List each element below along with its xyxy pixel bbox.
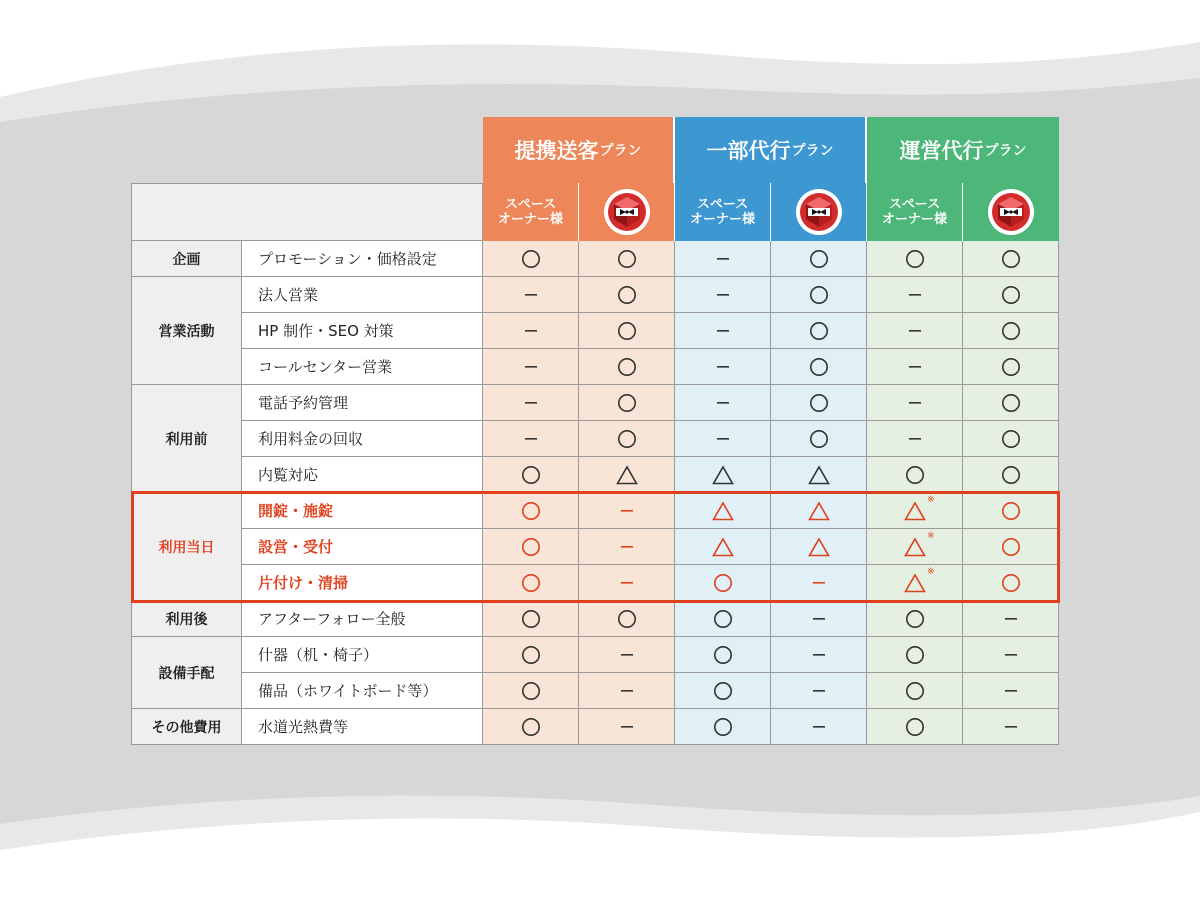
mark-cell — [771, 313, 867, 349]
category-cell: 企画 — [131, 241, 242, 277]
task-cell: 電話予約管理 — [242, 385, 483, 421]
mark-cell — [675, 601, 771, 637]
mark-cell — [771, 493, 867, 529]
dash-mark — [525, 329, 537, 333]
dash-mark — [1005, 617, 1017, 621]
dash-mark — [813, 653, 825, 657]
dash-mark — [1005, 689, 1017, 693]
triangle-mark — [808, 465, 830, 485]
dash-mark — [717, 365, 729, 369]
footnote-mark: ※ — [926, 566, 935, 577]
circle-mark — [521, 573, 541, 593]
mark-cell — [483, 457, 579, 493]
mark-cell — [579, 241, 675, 277]
mark-cell — [963, 565, 1059, 601]
dash-mark — [717, 293, 729, 297]
task-cell: 開錠・施錠 — [242, 493, 483, 529]
mark-cell — [963, 529, 1059, 565]
mark-cell — [867, 529, 963, 565]
mark-cell — [675, 277, 771, 313]
mark-cell — [771, 637, 867, 673]
circle-mark — [905, 645, 925, 665]
circle-mark — [713, 645, 733, 665]
task-cell: 利用料金の回収 — [242, 421, 483, 457]
mark-cell — [483, 673, 579, 709]
mark-cell — [963, 241, 1059, 277]
mark-cell — [675, 673, 771, 709]
circle-mark — [1001, 285, 1021, 305]
circle-mark — [1001, 357, 1021, 377]
dash-mark — [621, 725, 633, 729]
circle-mark — [1001, 573, 1021, 593]
triangle-mark — [712, 501, 734, 521]
owner-label-line1: スペース — [696, 197, 749, 212]
circle-mark — [521, 537, 541, 557]
owner-label-line1: スペース — [888, 197, 941, 212]
mark-cell — [867, 241, 963, 277]
mark-cell — [867, 673, 963, 709]
circle-mark — [905, 465, 925, 485]
mark-cell — [963, 637, 1059, 673]
dash-mark — [1005, 653, 1017, 657]
triangle-mark — [712, 537, 734, 557]
mascot-icon — [795, 188, 843, 236]
mark-cell — [579, 313, 675, 349]
owner-label-line2: オーナー様 — [497, 212, 563, 227]
mascot-icon — [603, 188, 651, 236]
circle-mark — [521, 501, 541, 521]
plan-suffix: プラン — [599, 143, 642, 159]
mark-cell — [579, 709, 675, 745]
circle-mark — [1001, 321, 1021, 341]
mark-cell — [867, 565, 963, 601]
dash-mark — [717, 257, 729, 261]
mark-cell — [771, 457, 867, 493]
circle-mark — [1001, 393, 1021, 413]
space-owner-subheader — [483, 183, 579, 241]
mark-cell — [771, 673, 867, 709]
mark-cell — [579, 601, 675, 637]
category-cell: 営業活動 — [131, 277, 242, 385]
mark-cell — [579, 673, 675, 709]
plan-name: 運営代行 — [899, 139, 984, 163]
mark-cell — [675, 241, 771, 277]
dash-mark — [909, 401, 921, 405]
plan-suffix: プラン — [984, 143, 1027, 159]
circle-mark — [905, 717, 925, 737]
mark-cell — [483, 277, 579, 313]
mark-cell — [867, 313, 963, 349]
mark-cell — [579, 385, 675, 421]
circle-mark — [1001, 465, 1021, 485]
mark-cell — [771, 529, 867, 565]
task-cell: 備品（ホワイトボード等） — [242, 673, 483, 709]
plan-name: 提携送客 — [514, 139, 599, 163]
circle-mark — [905, 249, 925, 269]
dash-mark — [717, 437, 729, 441]
mark-cell — [771, 601, 867, 637]
mark-cell — [867, 277, 963, 313]
mark-cell — [771, 565, 867, 601]
mark-cell — [483, 637, 579, 673]
table-corner-cell — [131, 183, 483, 241]
circle-mark — [809, 357, 829, 377]
circle-mark — [1001, 537, 1021, 557]
circle-mark — [809, 285, 829, 305]
circle-mark — [905, 681, 925, 701]
plan-header — [483, 117, 675, 183]
mark-cell — [867, 493, 963, 529]
mark-cell — [579, 457, 675, 493]
category-cell: 利用前 — [131, 385, 242, 493]
mark-cell — [675, 313, 771, 349]
mark-cell — [579, 493, 675, 529]
circle-mark — [521, 717, 541, 737]
mark-cell — [579, 349, 675, 385]
mark-cell — [963, 457, 1059, 493]
category-cell: その他費用 — [131, 709, 242, 745]
mark-cell — [483, 241, 579, 277]
mark-cell — [771, 709, 867, 745]
company-subheader — [771, 183, 867, 241]
dash-mark — [909, 329, 921, 333]
circle-mark — [521, 645, 541, 665]
plan-suffix: プラン — [791, 143, 834, 159]
mark-cell — [771, 349, 867, 385]
dash-mark — [525, 401, 537, 405]
circle-mark — [713, 681, 733, 701]
mark-cell — [675, 457, 771, 493]
triangle-mark — [616, 465, 638, 485]
circle-mark — [809, 249, 829, 269]
dash-mark — [813, 617, 825, 621]
mark-cell — [963, 493, 1059, 529]
triangle-mark — [808, 501, 830, 521]
triangle-mark — [904, 566, 935, 593]
category-cell: 利用当日 — [131, 493, 242, 601]
mark-cell — [675, 349, 771, 385]
plan-header — [675, 117, 867, 183]
task-cell: 法人営業 — [242, 277, 483, 313]
circle-mark — [809, 321, 829, 341]
mark-cell — [771, 385, 867, 421]
dash-mark — [813, 725, 825, 729]
owner-label-line2: オーナー様 — [881, 212, 947, 227]
plan-comparison-table — [131, 117, 1059, 745]
mascot-icon — [987, 188, 1035, 236]
mark-cell — [579, 421, 675, 457]
mark-cell — [963, 601, 1059, 637]
mark-cell — [675, 565, 771, 601]
mark-cell — [483, 385, 579, 421]
dash-mark — [909, 293, 921, 297]
mark-cell — [963, 385, 1059, 421]
circle-mark — [713, 717, 733, 737]
category-cell: 設備手配 — [131, 637, 242, 709]
dash-mark — [813, 689, 825, 693]
mark-cell — [483, 493, 579, 529]
circle-mark — [809, 393, 829, 413]
task-cell: HP 制作・SEO 対策 — [242, 313, 483, 349]
dash-mark — [909, 437, 921, 441]
mark-cell — [675, 529, 771, 565]
mark-cell — [963, 313, 1059, 349]
circle-mark — [521, 249, 541, 269]
dash-mark — [813, 581, 825, 585]
dash-mark — [717, 401, 729, 405]
dash-mark — [525, 437, 537, 441]
task-cell: 内覧対応 — [242, 457, 483, 493]
circle-mark — [809, 429, 829, 449]
mark-cell — [963, 277, 1059, 313]
owner-label-line2: オーナー様 — [689, 212, 755, 227]
dash-mark — [525, 293, 537, 297]
circle-mark — [617, 393, 637, 413]
mark-cell — [963, 349, 1059, 385]
circle-mark — [1001, 501, 1021, 521]
space-owner-subheader — [867, 183, 963, 241]
task-cell: 水道光熱費等 — [242, 709, 483, 745]
mark-cell — [771, 241, 867, 277]
task-cell: 什器（机・椅子） — [242, 637, 483, 673]
dash-mark — [621, 545, 633, 549]
circle-mark — [521, 465, 541, 485]
circle-mark — [1001, 429, 1021, 449]
footnote-mark: ※ — [926, 530, 935, 541]
mark-cell — [483, 349, 579, 385]
circle-mark — [617, 285, 637, 305]
task-cell: 設営・受付 — [242, 529, 483, 565]
mark-cell — [963, 673, 1059, 709]
task-cell: 片付け・清掃 — [242, 565, 483, 601]
mark-cell — [675, 637, 771, 673]
mark-cell — [483, 565, 579, 601]
mark-cell — [483, 421, 579, 457]
mark-cell — [675, 493, 771, 529]
dash-mark — [1005, 725, 1017, 729]
dash-mark — [909, 365, 921, 369]
circle-mark — [617, 321, 637, 341]
mark-cell — [771, 421, 867, 457]
task-cell: プロモーション・価格設定 — [242, 241, 483, 277]
circle-mark — [617, 249, 637, 269]
mark-cell — [963, 709, 1059, 745]
owner-label-line1: スペース — [504, 197, 557, 212]
mark-cell — [483, 709, 579, 745]
circle-mark — [1001, 249, 1021, 269]
company-subheader — [579, 183, 675, 241]
mark-cell — [675, 385, 771, 421]
company-subheader — [963, 183, 1059, 241]
task-cell: アフターフォロー全般 — [242, 601, 483, 637]
table-corner-spacer — [131, 117, 483, 183]
dash-mark — [621, 581, 633, 585]
mark-cell — [867, 601, 963, 637]
dash-mark — [621, 509, 633, 513]
mark-cell — [771, 277, 867, 313]
circle-mark — [617, 609, 637, 629]
triangle-mark — [904, 530, 935, 557]
task-cell: コールセンター営業 — [242, 349, 483, 385]
mark-cell — [579, 637, 675, 673]
plan-header — [867, 117, 1059, 183]
dash-mark — [621, 689, 633, 693]
mark-cell — [579, 565, 675, 601]
category-cell: 利用後 — [131, 601, 242, 637]
dash-mark — [717, 329, 729, 333]
triangle-mark — [904, 494, 935, 521]
mark-cell — [867, 709, 963, 745]
circle-mark — [713, 573, 733, 593]
space-owner-subheader — [675, 183, 771, 241]
plan-name: 一部代行 — [706, 139, 791, 163]
mark-cell — [867, 349, 963, 385]
mark-cell — [867, 421, 963, 457]
circle-mark — [521, 681, 541, 701]
mark-cell — [867, 637, 963, 673]
circle-mark — [521, 609, 541, 629]
mark-cell — [675, 421, 771, 457]
dash-mark — [621, 653, 633, 657]
circle-mark — [617, 357, 637, 377]
mark-cell — [867, 457, 963, 493]
mark-cell — [867, 385, 963, 421]
footnote-mark: ※ — [926, 494, 935, 505]
dash-mark — [525, 365, 537, 369]
triangle-mark — [808, 537, 830, 557]
mark-cell — [675, 709, 771, 745]
mark-cell — [483, 529, 579, 565]
circle-mark — [713, 609, 733, 629]
mark-cell — [579, 277, 675, 313]
triangle-mark — [712, 465, 734, 485]
mark-cell — [483, 313, 579, 349]
circle-mark — [617, 429, 637, 449]
mark-cell — [483, 601, 579, 637]
mark-cell — [579, 529, 675, 565]
circle-mark — [905, 609, 925, 629]
mark-cell — [963, 421, 1059, 457]
